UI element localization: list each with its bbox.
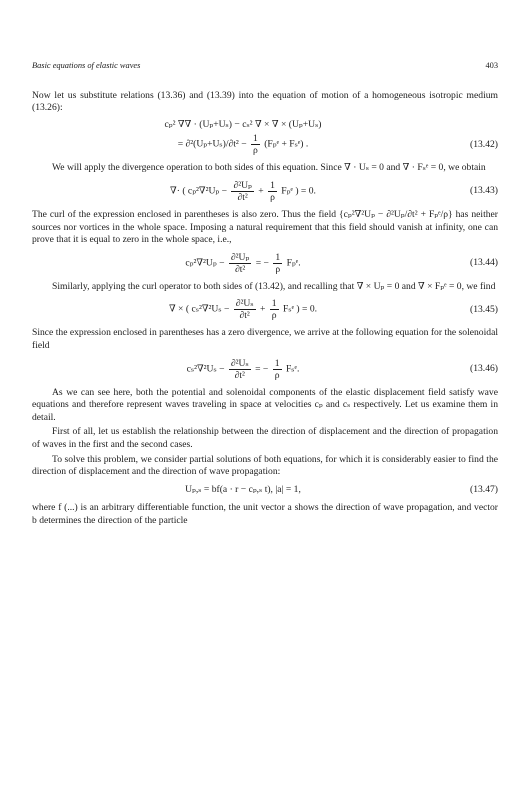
fraction-one-over-rho [270, 298, 279, 321]
fraction-one-over-rho [273, 252, 282, 275]
frac-den: ∂t² [234, 369, 245, 381]
fraction-d2up-dt2 [231, 180, 253, 203]
paragraph-wave-equations: As we can see here, both the potential and solenoidal components of the elastic displacement field satisfy wave equations and therefore represent waves traveling in space at velocities cₚ and cₛ respectively. Let us examine them in detail. [32, 386, 498, 423]
paragraph-substitute: Now let us substitute relations (13.36) and (13.39) into the equation of motion of a homogeneous isotropic medium (13.26): [32, 89, 498, 114]
paragraph-curl: The curl of the expression enclosed in parentheses is also zero. Thus the field {cₚ²∇²Uₚ − ∂²Uₚ/∂t² + Fₚᵉ/ρ} has neither sources nor vortices in the whole space. Imposing a natural requirement that this field should vanish at infinity, one can prove that it is equal to zero in the whole space, i.e., [32, 208, 498, 246]
page-number: 403 [485, 61, 498, 70]
paragraph-first-of-all: First of all, let us establish the relationship between the direction of displacement and the direction of propagation of waves in the first and the second cases. [32, 426, 498, 450]
fraction-d2us-dt2 [234, 298, 256, 321]
eq-13-45-number: (13.45) [470, 303, 498, 315]
frac-num: 1 [253, 133, 258, 145]
frac-den: ρ [275, 263, 281, 275]
eq-13-46-part-a: cₛ²∇²Uₛ − [186, 363, 225, 375]
equation-13-46 [32, 358, 498, 381]
frac-den: ρ [271, 310, 277, 322]
eq-13-42-part-a: = ∂²(Uₚ+Uₛ)/∂t² − [177, 139, 247, 151]
frac-den: ∂t² [234, 263, 246, 275]
frac-den: ρ [253, 145, 258, 157]
equation-13-42 [32, 119, 498, 157]
frac-num: ∂²Uₛ [230, 357, 249, 369]
eq-13-43-part-b: + [258, 185, 264, 197]
frac-num: 1 [274, 357, 280, 369]
paragraph-solenoidal: Since the expression enclosed in parentheses has a zero divergence, we arrive at the following equation for the solenoidal field [32, 327, 498, 351]
eq-13-44-part-b: = − [255, 257, 269, 269]
eq-13-46-number: (13.46) [470, 362, 498, 374]
frac-num: 1 [271, 298, 277, 310]
eq-13-43-part-c: Fₚᵉ ) = 0. [281, 185, 316, 197]
eq-13-42-part-b: (Fₚᵉ + Fₛᵉ) . [264, 139, 309, 151]
fraction-d2us-dt2 [229, 358, 251, 381]
fraction-one-over-rho [251, 133, 260, 156]
running-header [32, 60, 498, 73]
frac-num: 1 [275, 251, 281, 263]
eq-13-42-number: (13.42) [470, 138, 498, 150]
frac-num: ∂²Uₚ [230, 251, 250, 263]
eq-13-44-part-a: cₚ²∇²Uₚ − [185, 257, 225, 269]
header-title: Basic equations of elastic waves [32, 61, 141, 70]
paragraph-where: where f (...) is an arbitrary differentiable function, the unit vector a shows the direction of wave propagation, and vector b determines the direction of the particle [32, 502, 498, 526]
eq-13-44-part-c: Fₚᵉ. [286, 257, 301, 269]
fraction-one-over-rho [268, 180, 277, 203]
eq-13-42-line2 [32, 133, 454, 156]
eq-13-47-body: Uₚ,ₛ = bf(a · r − cₚ,ₛ t), |a| = 1, [185, 483, 301, 495]
paragraph-similarly: Similarly, applying the curl operator to both sides of (13.42), and recalling that ∇ × Uₚ = 0 and ∇ × Fₚᵉ = 0, we find [52, 280, 496, 292]
fraction-d2up-dt2 [229, 252, 251, 275]
eq-13-46-part-b: = − [255, 363, 269, 375]
equation-13-43 [32, 180, 498, 203]
eq-13-44-number: (13.44) [470, 256, 498, 268]
frac-den: ∂t² [239, 310, 250, 322]
eq-13-46-part-c: Fₛᵉ. [285, 363, 300, 375]
eq-13-45-part-a: ∇ × ( cₛ²∇²Uₛ − [168, 304, 230, 316]
fraction-one-over-rho [273, 358, 282, 381]
paper-page [32, 60, 498, 529]
equation-13-45 [32, 298, 498, 321]
paragraph-to-solve: To solve this problem, we consider partial solutions of both equations, for which it is considerably easier to find the direction of displacement and the direction of wave propagation: [32, 453, 498, 478]
eq-13-43-number: (13.43) [470, 185, 498, 197]
frac-den: ρ [274, 369, 280, 381]
frac-num: 1 [270, 179, 275, 191]
eq-13-45-part-b: + [259, 304, 266, 316]
eq-13-45-part-c: Fₛᵉ ) = 0. [283, 304, 318, 316]
frac-den: ∂t² [237, 191, 248, 203]
equation-13-44 [32, 252, 498, 275]
paragraph-divergence: We will apply the divergence operation to both sides of this equation. Since ∇ · Uₛ = 0 and ∇ · Fₛᵉ = 0, we obtain [52, 162, 486, 174]
eq-13-42-line1: cₚ² ∇∇ · (Uₚ+Uₛ) − cₛ² ∇ × ∇ × (Uₚ+Uₛ) [164, 118, 322, 130]
equation-13-47 [32, 484, 498, 497]
frac-den: ρ [270, 191, 275, 203]
eq-13-43-part-a: ∇· ( cₚ²∇²Uₚ − [170, 185, 228, 197]
frac-num: ∂²Uₚ [233, 179, 252, 191]
eq-13-47-number: (13.47) [470, 483, 498, 495]
frac-num: ∂²Uₛ [235, 298, 254, 310]
